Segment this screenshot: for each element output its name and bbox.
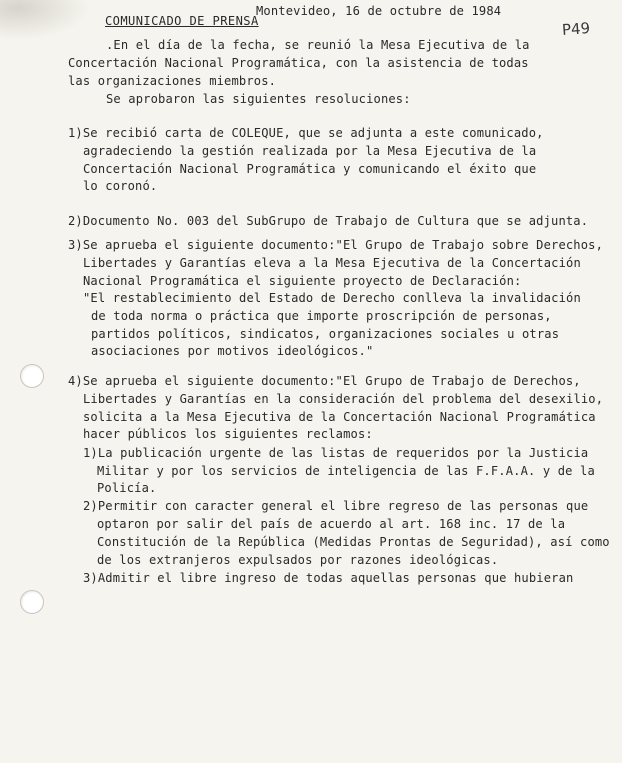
resolution-1-line: lo coronó. — [83, 179, 158, 193]
claim-1-line: Policía. — [97, 481, 157, 495]
page-title: COMUNICADO DE PRENSA — [105, 14, 259, 28]
resolution-3-line: "El restablecimiento del Estado de Derecho conlleva la invalidación — [83, 291, 581, 305]
page-number-mark: P49 — [561, 19, 591, 39]
intro-line: Se aprobaron las siguientes resoluciones: — [106, 92, 411, 106]
resolution-3-line: asociaciones por motivos ideológicos." — [91, 344, 374, 358]
resolution-4-line: Libertades y Garantías en la consideración del problema del desexilio, — [83, 392, 604, 406]
resolution-4-line: 4)Se aprueba el siguiente documento:"El Grupo de Trabajo de Derechos, — [68, 374, 581, 388]
resolution-3-line: Nacional Programática el siguiente proyecto de Declaración: — [83, 274, 522, 288]
resolution-2-line: 2)Documento No. 003 del SubGrupo de Trabajo de Cultura que se adjunta. — [68, 214, 589, 228]
intro-line: .En el día de la fecha, se reunió la Mesa Ejecutiva de la — [106, 38, 530, 52]
punch-hole — [20, 590, 44, 614]
date-line: Montevideo, 16 de octubre de 1984 — [256, 4, 502, 18]
resolution-4-line: hacer públicos los siguientes reclamos: — [83, 427, 373, 441]
resolution-1-line: 1)Se recibió carta de COLEQUE, que se adjunta a este comunicado, — [68, 126, 544, 140]
intro-line: Concertación Nacional Programática, con la asistencia de todas — [68, 56, 529, 70]
intro-line: las organizaciones miembros. — [68, 74, 277, 88]
claim-3-line: 3)Admitir el libre ingreso de todas aquellas personas que hubieran — [83, 571, 574, 585]
punch-hole — [20, 364, 44, 388]
claim-2-line: 2)Permitir con caracter general el libre regreso de las personas que — [83, 499, 589, 513]
paper-stain — [0, 0, 90, 40]
resolution-1-line: agradeciendo la gestión realizada por la Mesa Ejecutiva de la — [83, 144, 537, 158]
claim-2-line: de los extranjeros expulsados por razones ideológicas. — [97, 553, 499, 567]
resolution-1-line: Concertación Nacional Programática y comunicando el éxito que — [83, 162, 537, 176]
resolution-3-line: partidos políticos, sindicatos, organizaciones sociales u otras — [91, 327, 560, 341]
resolution-3-line: 3)Se aprueba el siguiente documento:"El Grupo de Trabajo sobre Derechos, — [68, 238, 604, 252]
claim-2-line: optaron por salir del país de acuerdo al art. 168 inc. 17 de la — [97, 517, 566, 531]
claim-1-line: Militar y por los servicios de inteligencia de las F.F.A.A. y de la — [97, 464, 595, 478]
claim-2-line: Constitución de la República (Medidas Prontas de Seguridad), así como — [97, 535, 610, 549]
resolution-4-line: solicita a la Mesa Ejecutiva de la Concertación Nacional Programática — [83, 410, 596, 424]
claim-1-line: 1)La publicación urgente de las listas de requeridos por la Justicia — [83, 446, 589, 460]
resolution-3-line: Libertades y Garantías eleva a la Mesa Ejecutiva de la Concertación — [83, 256, 581, 270]
resolution-3-line: de toda norma o práctica que importe proscripción de personas, — [91, 309, 552, 323]
